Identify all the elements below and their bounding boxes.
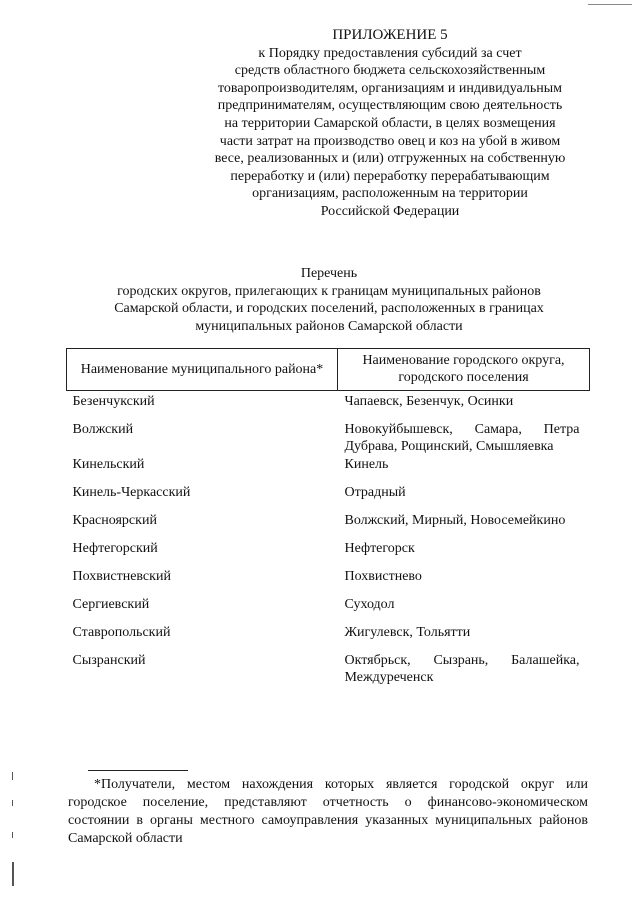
table-row — [67, 652, 590, 687]
appendix-line: организациям, расположенным на территории — [252, 186, 528, 202]
table-row — [67, 512, 590, 540]
list-title: Перечень — [300, 266, 358, 281]
appendix-line: части затрат на производство овец и коз на убой в живом — [219, 133, 561, 149]
settlement-cell: Нефтегорск — [344, 541, 415, 556]
district-cell: Сергиевский — [72, 597, 150, 612]
list-subtitle-line: муниципальных районов Самарской области — [195, 318, 463, 334]
settlement-cell: Отрадный — [344, 485, 406, 500]
table-row — [67, 456, 590, 484]
table-row — [67, 624, 590, 652]
settlement-cell: Похвистнево — [344, 569, 422, 584]
list-heading — [40, 265, 618, 335]
list-subtitle-line: городских округов, прилегающих к границам муниципальных районов — [117, 283, 541, 299]
appendix-line: предпринимателям, осуществляющим свою деятельность — [217, 98, 563, 114]
district-cell: Сызранский — [72, 653, 146, 668]
district-cell: Кинель-Черкасский — [72, 485, 191, 500]
appendix-line: Российской Федерации — [320, 203, 460, 219]
scan-artifact — [588, 4, 632, 5]
district-cell: Ставропольский — [72, 625, 171, 640]
appendix-line: весе, реализованных и (или) отгруженных на собственную — [214, 151, 566, 167]
settlement-cell: Волжский, Мирный, Новосемейкино — [344, 513, 566, 528]
scan-artifact — [12, 832, 13, 838]
settlement-cell: Новокуйбышевск, Самара, Петра Дубрава, Рощинский, Смышляевка — [344, 422, 580, 454]
table-row — [67, 484, 590, 512]
table-row — [67, 391, 590, 422]
settlement-cell: Чапаевск, Безенчук, Осинки — [344, 394, 514, 409]
district-cell: Кинельский — [72, 457, 145, 472]
appendix-block — [180, 27, 600, 221]
table-header-row — [67, 349, 590, 391]
district-cell: Похвистневский — [72, 569, 171, 584]
district-cell: Волжский — [72, 422, 134, 437]
list-subtitle-line: Самарской области, и городских поселений, расположенных в границах — [114, 301, 544, 316]
footnote-divider — [88, 770, 188, 771]
appendix-title: ПРИЛОЖЕНИЕ 5 — [332, 27, 448, 43]
settlement-cell: Кинель — [344, 457, 389, 472]
district-cell: Нефтегорский — [72, 541, 158, 556]
column-header-district: Наименование муниципального района* — [67, 349, 338, 391]
table-row — [67, 596, 590, 624]
scan-artifact — [12, 800, 13, 806]
footnote-text: *Получатели, местом нахождения которых является городской округ или городское поселение, представляют отчетность о финансово-экономическом состоянии в органы местного самоуправления указанных муниципальных районов Самарской области — [68, 777, 588, 846]
district-cell: Красноярский — [72, 513, 157, 528]
settlement-cell: Жигулевск, Тольятти — [344, 625, 471, 640]
settlement-cell: Октябрьск, Сызрань, Балашейка, Междуреченск — [344, 653, 580, 685]
settlement-cell: Суходол — [344, 597, 395, 612]
table-row — [67, 568, 590, 596]
appendix-line: переработку и (или) переработку перерабатывающим — [230, 168, 550, 184]
district-cell: Безенчукский — [72, 394, 155, 409]
appendix-line: товаропроизводителям, организациям и индивидуальным — [218, 80, 562, 96]
districts-table — [66, 348, 590, 687]
scan-artifact — [12, 862, 14, 886]
appendix-line: к Порядку предоставления субсидий за счет — [258, 45, 522, 61]
table-row — [67, 540, 590, 568]
table-row — [67, 421, 590, 456]
appendix-line: средств областного бюджета сельскохозяйственным — [234, 63, 546, 79]
column-header-settlement: Наименование городского округа, городского поселения — [338, 349, 590, 391]
scan-artifact — [12, 772, 13, 780]
appendix-line: на территории Самарской области, в целях возмещения — [224, 115, 556, 131]
